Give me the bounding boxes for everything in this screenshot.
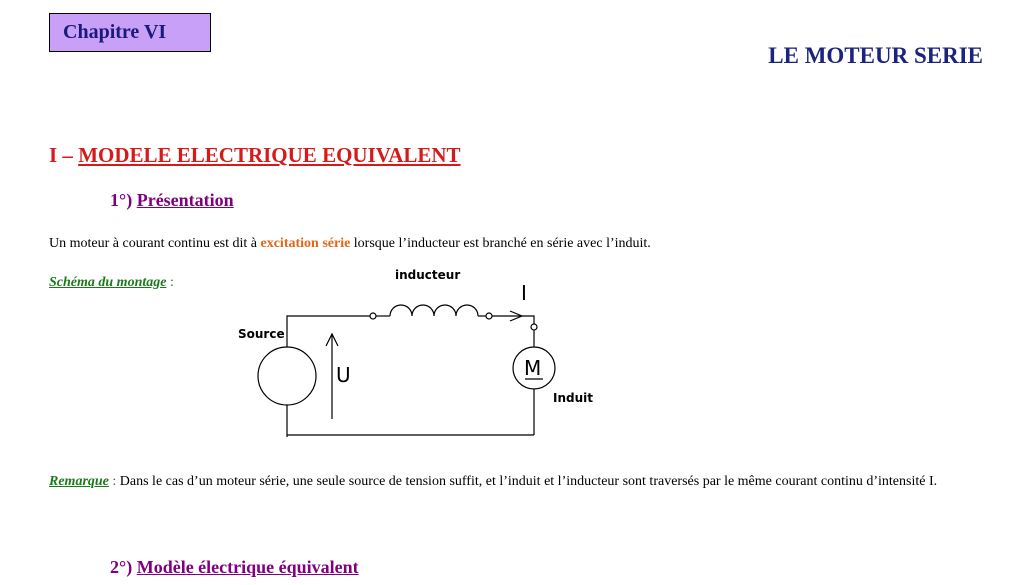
chapter-label: Chapitre VI xyxy=(63,21,167,43)
node-3 xyxy=(531,324,537,330)
node-1 xyxy=(370,313,376,319)
source-symbol xyxy=(258,347,316,405)
section-title: MODELE ELECTRIQUE EQUIVALENT xyxy=(78,143,461,167)
schema-colon: : xyxy=(166,275,174,290)
intro-paragraph xyxy=(49,233,651,254)
schema-caption xyxy=(49,272,174,293)
section-heading xyxy=(49,143,461,168)
remark-paragraph xyxy=(49,471,969,492)
inductor-coil xyxy=(390,305,478,316)
subsection-heading-2 xyxy=(110,557,359,578)
page-title: LE MOTEUR SERIE xyxy=(768,43,983,68)
remark-colon: : xyxy=(108,474,117,489)
source-label: Source xyxy=(238,327,285,341)
chapter-label-box xyxy=(49,13,211,52)
armature-label: Induit xyxy=(553,391,593,405)
intro-text-after: lorsque l’inducteur est branché en série avec l’induit. xyxy=(350,236,651,251)
node-2 xyxy=(486,313,492,319)
subsection-heading-1 xyxy=(110,190,234,211)
schema-label: Schéma du montage xyxy=(49,275,167,290)
circuit-diagram xyxy=(225,262,605,442)
voltage-label: U xyxy=(336,363,351,387)
remark-text: Dans le cas d’un moteur série, une seule source de tension suffit, et l’induit et l’inducteur sont traversés par le même courant continu d’intensité I. xyxy=(116,474,938,489)
inductor-label: inducteur xyxy=(395,268,461,282)
subsection-title: Présentation xyxy=(136,190,234,210)
intro-text-before: Un moteur à courant continu est dit à xyxy=(49,236,261,251)
subsection-title: Modèle électrique équivalent xyxy=(136,557,359,577)
motor-label: M xyxy=(524,356,542,380)
current-label: I xyxy=(521,281,527,305)
remark-label: Remarque xyxy=(49,474,109,489)
subsection-number: 1°) xyxy=(110,190,133,210)
subsection-number: 2°) xyxy=(110,557,133,577)
section-number: I – xyxy=(49,143,73,167)
intro-highlight: excitation série xyxy=(260,236,351,251)
